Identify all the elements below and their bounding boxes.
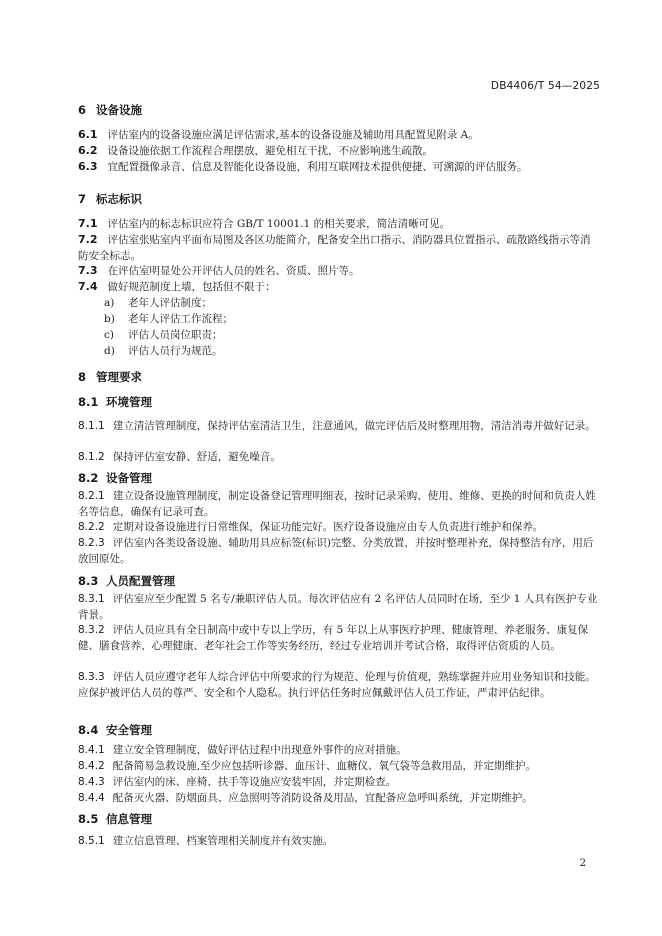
subsection-title: 环境管理: [106, 395, 152, 409]
list-item: [104, 343, 223, 358]
list-text: 老年人评估制度；: [128, 297, 212, 309]
section-number: 8: [78, 370, 87, 384]
list-marker: a): [104, 297, 115, 309]
list-item: [104, 327, 223, 342]
clause-number: 8.5.1: [78, 835, 105, 847]
clause-text: 做好规范制度上墙，包括但不限于：: [107, 281, 276, 293]
clause-text: 配备灭火器、防烟面具、应急照明等消防设备及用品，宜配备应急呼叫系统，并定期维护。: [112, 792, 533, 804]
clause-text: 建立安全管理制度，做好评估过程中出现意外事件的应对措施。: [112, 744, 407, 756]
clause-6-2: [78, 143, 600, 159]
clause-number: 8.2.2: [78, 521, 105, 533]
list-text: 老年人评估工作流程；: [128, 313, 233, 325]
list-item: [104, 311, 233, 326]
clause-7-3: [78, 263, 600, 279]
clause-8-2-2: [78, 519, 600, 535]
document-code: DB4406/T 54—2025: [490, 80, 600, 92]
clause-number: 8.2.3: [78, 537, 105, 549]
clause-8-1-1: [78, 418, 600, 434]
list-text: 评估人员行为规范。: [128, 345, 223, 357]
clause-text: 配备简易急救设施,至少应包括听诊器、血压计、血糖仪、氧气袋等急救用品，并定期维护。: [112, 760, 537, 772]
clause-text: 评估室张贴室内平面布局图及各区功能简介，配备安全出口指示、消防器具位置指示、疏散路线指示等消防安全标志。: [78, 234, 591, 262]
clause-7-2: [78, 232, 600, 264]
page-number: 2: [579, 858, 586, 869]
clause-number: 7.3: [78, 264, 98, 277]
subsection-8-2-heading: [78, 470, 152, 486]
clause-number: 8.1.2: [78, 451, 105, 463]
subsection-number: 8.3: [78, 574, 99, 588]
subsection-8-1-heading: [78, 394, 152, 410]
clause-number: 8.4.4: [78, 792, 105, 804]
clause-7-4: [78, 279, 600, 295]
clause-number: 6.3: [78, 160, 98, 173]
clause-text: 在评估室明显处公开评估人员的姓名、资质、照片等。: [107, 265, 360, 277]
clause-6-1: [78, 127, 600, 143]
clause-8-3-1: [78, 591, 600, 623]
subsection-number: 8.5: [78, 812, 99, 826]
clause-number: 8.3.3: [78, 671, 105, 683]
subsection-8-4-heading: [78, 722, 152, 738]
clause-8-4-3: [78, 774, 600, 790]
section-7-heading: [78, 191, 142, 207]
clause-text: 建立清洁管理制度，保持评估室清洁卫生，注意通风，做完评估后及时整理用物，清洁消毒并做好记录。: [112, 420, 596, 432]
list-text: 评估人员岗位职责；: [128, 329, 223, 341]
subsection-8-5-heading: [78, 811, 152, 827]
clause-number: 8.3.2: [78, 624, 105, 636]
clause-text: 保持评估室安静、舒适，避免噪音。: [112, 451, 281, 463]
clause-text: 设备设施依据工作流程合理摆放，避免相互干扰，不应影响逃生疏散。: [107, 145, 433, 157]
clause-8-4-1: [78, 742, 600, 758]
clause-8-2-3: [78, 535, 600, 567]
clause-text: 评估室内的标志标识应符合 GB/T 10001.1 的相关要求，简洁清晰可见。: [107, 218, 451, 230]
subsection-title: 信息管理: [106, 812, 152, 826]
clause-8-5-1: [78, 833, 600, 849]
subsection-8-3-heading: [78, 573, 175, 589]
clause-8-3-2: [78, 622, 600, 654]
clause-number: 8.3.1: [78, 593, 105, 605]
list-item: [104, 295, 212, 310]
clause-text: 评估室内的设备设施应满足评估需求,基本的设备设施及辅助用具配置见附录 A。: [107, 129, 479, 141]
subsection-title: 安全管理: [106, 723, 152, 737]
clause-text: 定期对设备设施进行日常维保，保证功能完好。医疗设备设施应由专人负责进行维护和保养。: [112, 521, 544, 533]
clause-8-1-2: [78, 449, 600, 465]
clause-text: 评估室应至少配置 5 名专/兼职评估人员。每次评估应有 2 名评估人员同时在场，至少 1 人具有医护专业背景。: [78, 593, 598, 621]
section-number: 6: [78, 103, 87, 117]
subsection-number: 8.2: [78, 471, 99, 485]
clause-number: 8.2.1: [78, 490, 105, 502]
clause-8-3-3: [78, 669, 600, 701]
section-title: 标志标识: [96, 192, 142, 206]
clause-8-4-2: [78, 758, 600, 774]
clause-number: 6.2: [78, 144, 98, 157]
list-marker: b): [104, 313, 115, 325]
section-8-heading: [78, 369, 142, 385]
clause-number: 7.4: [78, 280, 98, 293]
clause-text: 宜配置摄像录音、信息及智能化设备设施，利用互联网技术提供便捷、可溯源的评估服务。: [107, 161, 528, 173]
clause-text: 建立设备设施管理制度，制定设备登记管理明细表，按时记录采购、使用、维修、更换的时间和负责人姓名等信息，确保有记录可查。: [78, 490, 596, 518]
section-title: 管理要求: [96, 370, 142, 384]
section-6-heading: [78, 102, 142, 118]
clause-number: 8.1.1: [78, 420, 105, 432]
clause-text: 评估人员应遵守老年人综合评估中所要求的行为规范、伦理与价值观，熟练掌握并应用业务知识和技能。应保护被评估人员的尊严、安全和个人隐私。执行评估任务时应佩戴评估人员工作证，严肃评估纪律。: [78, 671, 596, 699]
subsection-number: 8.4: [78, 723, 99, 737]
clause-text: 评估室内的床、座椅、扶手等设施应安装牢固，并定期检查。: [112, 776, 397, 788]
section-number: 7: [78, 192, 87, 206]
clause-text: 评估人员应具有全日制高中或中专以上学历，有 5 年以上从事医疗护理、健康管理、养老服务、康复保健、膳食营养、心理健康、老年社会工作等实务经历，经过专业培训并考试合格，取得评估资质的人员。: [78, 624, 589, 652]
clause-number: 7.1: [78, 217, 98, 230]
clause-text: 评估室内各类设备设施、辅助用具应标签(标识)完整、分类放置，并按时整理补充，保持整洁有序，用后放回原处。: [78, 537, 594, 565]
clause-7-1: [78, 216, 600, 232]
clause-8-2-1: [78, 488, 600, 520]
clause-number: 8.4.1: [78, 744, 105, 756]
clause-number: 7.2: [78, 233, 98, 246]
clause-text: 建立信息管理、档案管理相关制度并有效实施。: [112, 835, 334, 847]
subsection-title: 人员配置管理: [106, 574, 175, 588]
subsection-number: 8.1: [78, 395, 99, 409]
list-marker: c): [104, 329, 114, 341]
list-marker: d): [104, 345, 115, 357]
subsection-title: 设备管理: [106, 471, 152, 485]
clause-number: 6.1: [78, 128, 98, 141]
clause-8-4-4: [78, 790, 600, 806]
clause-6-3: [78, 159, 600, 175]
clause-number: 8.4.3: [78, 776, 105, 788]
section-title: 设备设施: [96, 103, 142, 117]
clause-number: 8.4.2: [78, 760, 105, 772]
